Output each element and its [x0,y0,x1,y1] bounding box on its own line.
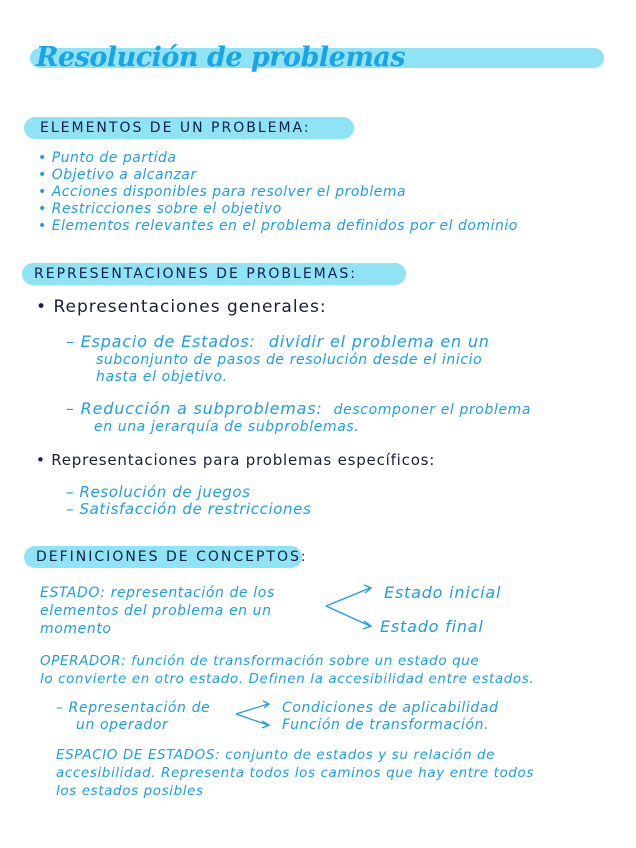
general-representations-label: • Representaciones generales: [36,297,327,317]
operador-components: Condiciones de aplicabilidad Función de transformación. [282,700,499,733]
reduccion-block: – Reducción a subproblemas: descomponer el problema en una jerarquía de subproblemas. [66,399,532,435]
section3-heading: DEFINICIONES DE CONCEPTOS: [36,549,308,565]
representacion-operador: – Representación de un operador [56,700,211,733]
list-item: • Elementos relevantes en el problema definidos por el dominio [38,218,518,235]
specific-list [66,484,311,518]
section1-heading: ELEMENTOS DE UN PROBLEMA: [40,120,311,136]
operador-definition: OPERADOR: función de transformación sobre un estado que lo convierte en otro estado. Definen la accesibilidad entre estados. [40,653,535,687]
list-item: • Restricciones sobre el objetivo [38,201,518,218]
estado-final-label: Estado final [380,617,484,636]
list-item: • Objetivo a alcanzar [38,167,518,184]
list-item: • Punto de partida [38,150,518,167]
espacio-estados-definition: ESPACIO DE ESTADOS: conjunto de estados y su relación de accesibilidad. Representa todos los caminos que hay entre todos los estados posibles [56,747,535,799]
page-title: Resolución de problemas [36,42,406,73]
estado-inicial-label: Estado inicial [384,583,502,602]
list-item: • Acciones disponibles para resolver el problema [38,184,518,201]
section1-list [38,150,518,235]
estado-definition: ESTADO: representación de los elementos del problema en un momento [40,585,275,637]
operador-branch-arrows [234,700,274,730]
list-item: – Satisfacción de restricciones [66,500,312,518]
specific-representations-label: • Representaciones para problemas específicos: [36,451,436,469]
list-item: – Resolución de juegos [66,483,251,501]
section2-heading: REPRESENTACIONES DE PROBLEMAS: [34,266,357,282]
espacio-estados-block: – Espacio de Estados: dividir el problema en un subconjunto de pasos de resolución desde el inicio hasta el objetivo. [66,332,490,385]
estado-branch-arrows [322,582,382,632]
